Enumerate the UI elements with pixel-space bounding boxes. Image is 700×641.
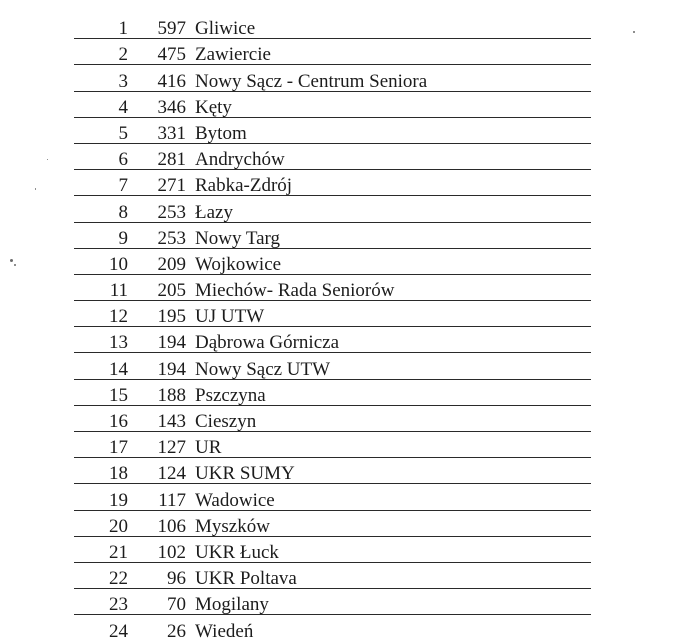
rank-cell: 23 [74, 589, 128, 615]
table-row [74, 379, 591, 405]
score-cell: 102 [128, 536, 186, 562]
name-cell: Łazy [186, 196, 591, 222]
score-cell: 195 [128, 301, 186, 327]
score-cell: 124 [128, 458, 186, 484]
score-cell: 346 [128, 91, 186, 117]
table-row [74, 274, 591, 300]
rank-cell: 11 [74, 274, 128, 300]
name-cell: Bytom [186, 117, 591, 143]
rank-cell: 22 [74, 562, 128, 588]
rank-cell: 10 [74, 248, 128, 274]
table-row [74, 117, 591, 143]
name-cell: Cieszyn [186, 405, 591, 431]
rank-cell: 15 [74, 379, 128, 405]
rank-cell: 18 [74, 458, 128, 484]
score-cell: 205 [128, 274, 186, 300]
table-row [74, 327, 591, 353]
table-row [74, 13, 591, 39]
name-cell: Miechów- Rada Seniorów [186, 274, 591, 300]
name-cell: UJ UTW [186, 301, 591, 327]
name-cell: Pszczyna [186, 379, 591, 405]
table-row [74, 91, 591, 117]
table-row [74, 562, 591, 588]
table-row [74, 39, 591, 65]
table-row [74, 615, 591, 641]
rank-cell: 2 [74, 39, 128, 65]
score-cell: 26 [167, 620, 186, 641]
table-row [74, 353, 591, 379]
score-cell: 271 [128, 170, 186, 196]
name-cell: Nowy Sącz UTW [186, 353, 591, 379]
rank-cell: 12 [74, 301, 128, 327]
score-cell: 597 [128, 13, 186, 39]
rank-cell: 3 [74, 65, 128, 91]
name-cell: Nowy Targ [186, 222, 591, 248]
scan-speck [47, 159, 48, 160]
table-row [74, 65, 591, 91]
name-cell: UKR SUMY [186, 458, 591, 484]
score-cell: 416 [128, 65, 186, 91]
name-cell: Dąbrowa Górnicza [186, 327, 591, 353]
table-row [74, 143, 591, 169]
name-cell: Zawiercie [186, 39, 591, 65]
name-cell: Mogilany [186, 589, 591, 615]
rank-cell: 4 [74, 91, 128, 117]
name-cell: Wiedeń [195, 620, 254, 641]
table-row [74, 222, 591, 248]
name-cell: Gliwice [186, 13, 591, 39]
table-row [74, 484, 591, 510]
score-cell: 475 [128, 39, 186, 65]
table-row [74, 248, 591, 274]
score-cell: 143 [128, 405, 186, 431]
scan-speck [10, 259, 13, 262]
score-cell: 127 [128, 432, 186, 458]
name-cell: Nowy Sącz - Centrum Seniora [186, 65, 591, 91]
score-cell: 253 [128, 196, 186, 222]
rank-cell: 13 [74, 327, 128, 353]
score-cell: 281 [128, 143, 186, 169]
table-row [74, 589, 591, 615]
name-cell: Kęty [186, 91, 591, 117]
rank-cell: 24 [109, 620, 128, 641]
name-cell: Andrychów [186, 143, 591, 169]
name-cell: Rabka-Zdrój [186, 170, 591, 196]
score-cell: 106 [128, 510, 186, 536]
rank-cell: 19 [74, 484, 128, 510]
scan-speck [633, 31, 635, 33]
rank-cell: 16 [74, 405, 128, 431]
table-row [74, 510, 591, 536]
rank-cell: 21 [74, 536, 128, 562]
rank-cell: 5 [74, 117, 128, 143]
rank-cell: 7 [74, 170, 128, 196]
rank-cell: 1 [74, 13, 128, 39]
table-row [74, 405, 591, 431]
score-cell: 194 [128, 327, 186, 353]
score-cell: 70 [128, 589, 186, 615]
rank-cell: 9 [74, 222, 128, 248]
table-row [74, 301, 591, 327]
name-cell: Myszków [186, 510, 591, 536]
ranking-table [74, 13, 591, 641]
name-cell: UR [186, 432, 591, 458]
name-cell: UKR Poltava [186, 562, 591, 588]
rank-cell: 8 [74, 196, 128, 222]
score-cell: 331 [128, 117, 186, 143]
table-row [74, 196, 591, 222]
name-cell: Wojkowice [186, 248, 591, 274]
name-cell: UKR Łuck [186, 536, 591, 562]
score-cell: 96 [128, 562, 186, 588]
score-cell: 117 [128, 484, 186, 510]
rank-cell: 17 [74, 432, 128, 458]
score-cell: 188 [128, 379, 186, 405]
table-row [74, 432, 591, 458]
name-cell: Wadowice [186, 484, 591, 510]
scan-speck [35, 188, 36, 190]
ranking-table-body [74, 13, 591, 641]
rank-cell: 14 [74, 353, 128, 379]
rank-cell: 6 [74, 143, 128, 169]
table-row [74, 170, 591, 196]
score-cell: 209 [128, 248, 186, 274]
scan-speck [14, 264, 16, 266]
table-row [74, 458, 591, 484]
table-row [74, 536, 591, 562]
score-cell: 253 [128, 222, 186, 248]
score-cell: 194 [128, 353, 186, 379]
rank-cell: 20 [74, 510, 128, 536]
